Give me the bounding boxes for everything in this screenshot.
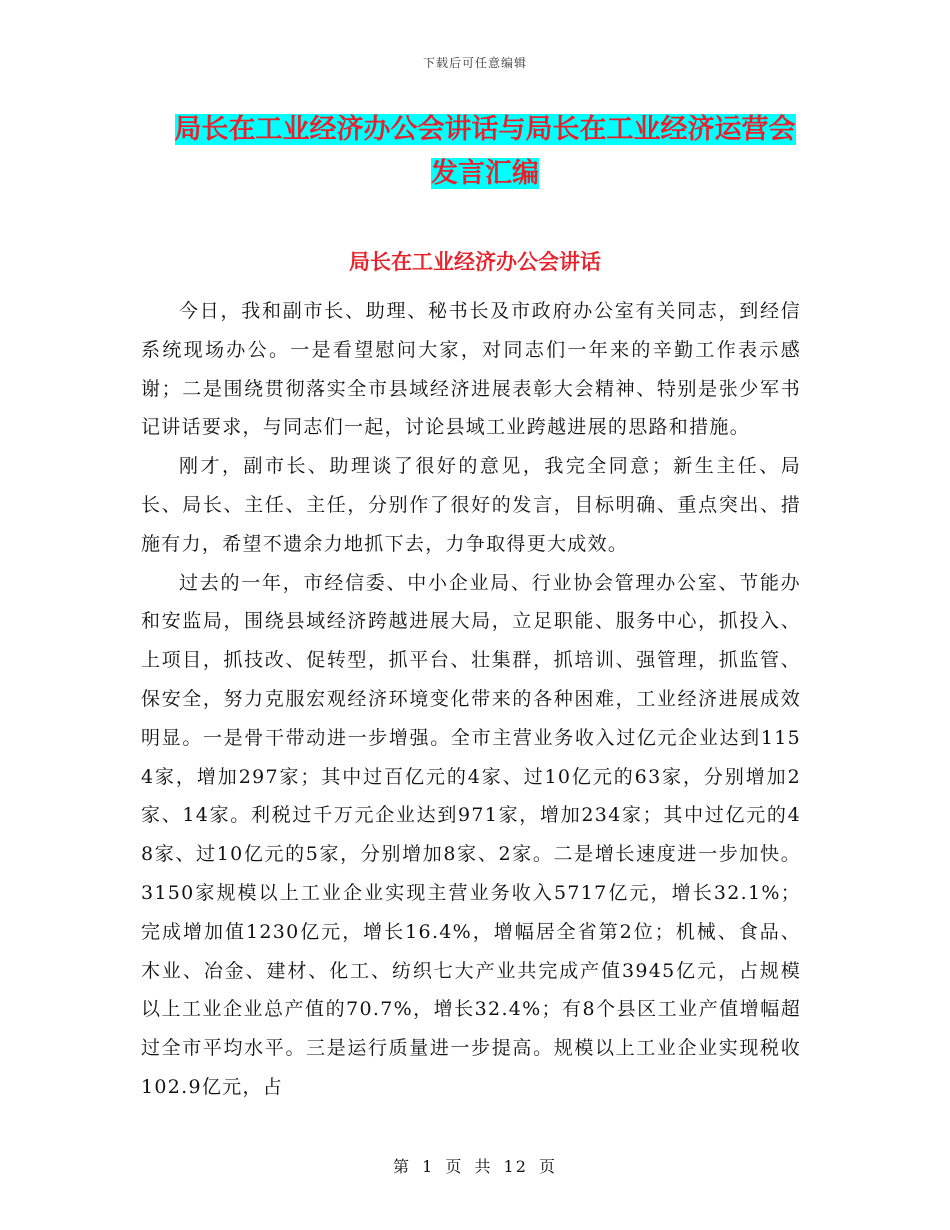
header-note: 下载后可任意编辑 <box>422 56 527 70</box>
document-title-line-2: 发言汇编 <box>431 158 539 189</box>
paragraph-2: 刚才，副市长、助理谈了很好的意见，我完全同意；新生主任、局长、局长、主任、主任，分别作了很好的发言，目标明确、重点突出、措施有力，希望不遗余力地抓下去，力争取得更大成效。 <box>141 455 801 555</box>
section-title: 局长在工业经济办公会讲话 <box>349 250 601 274</box>
page-number-footer: 第 1 页 共 12 页 <box>393 1157 557 1176</box>
paragraph-3: 过去的一年，市经信委、中小企业局、行业协会管理办公室、节能办和安监局，围绕县域经济跨越进展大局，立足职能、服务中心，抓投入、上项目，抓技改、促转型，抓平台、壮集群，抓培训、强管理，抓监管、保安全，努力克服宏观经济环境变化带来的各种困难，工业经济进展成效明显。一是骨干带动进一步增强。全市主营业务收入过亿元企业达到1154家，增加297家；其中过百亿元的4家、过10亿元的63家，分别增加2家、14家。利税过千万元企业达到971家，增加234家；其中过亿元的48家、过10亿元的5家，分别增加8家、2家。二是增长速度进一步加快。3150家规模以上工业企业实现主营业务收入5717亿元，增长32.1%；完成增加值1230亿元，增长16.4%，增幅居全省第2位；机械、食品、木业、冶金、建材、化工、纺织七大产业共完成产值3945亿元，占规模以上工业企业总产值的70.7%，增长32.4%；有8个县区工业产值增幅超过全市平均水平。三是运行质量进一步提高。规模以上工业企业实现税收102.9亿元，占 <box>141 571 801 1098</box>
document-title <box>140 108 830 196</box>
body-text <box>141 292 801 1107</box>
document-title-line-1: 局长在工业经济办公会讲话与局长在工业经济运营会 <box>174 114 796 145</box>
paragraph-1: 今日，我和副市长、助理、秘书长及市政府办公室有关同志，到经信系统现场办公。一是看望慰问大家，对同志们一年来的辛勤工作表示感谢；二是围绕贯彻落实全市县域经济进展表彰大会精神、特别是张少军书记讲话要求，与同志们一起，讨论县域工业跨越进展的思路和措施。 <box>141 300 801 439</box>
